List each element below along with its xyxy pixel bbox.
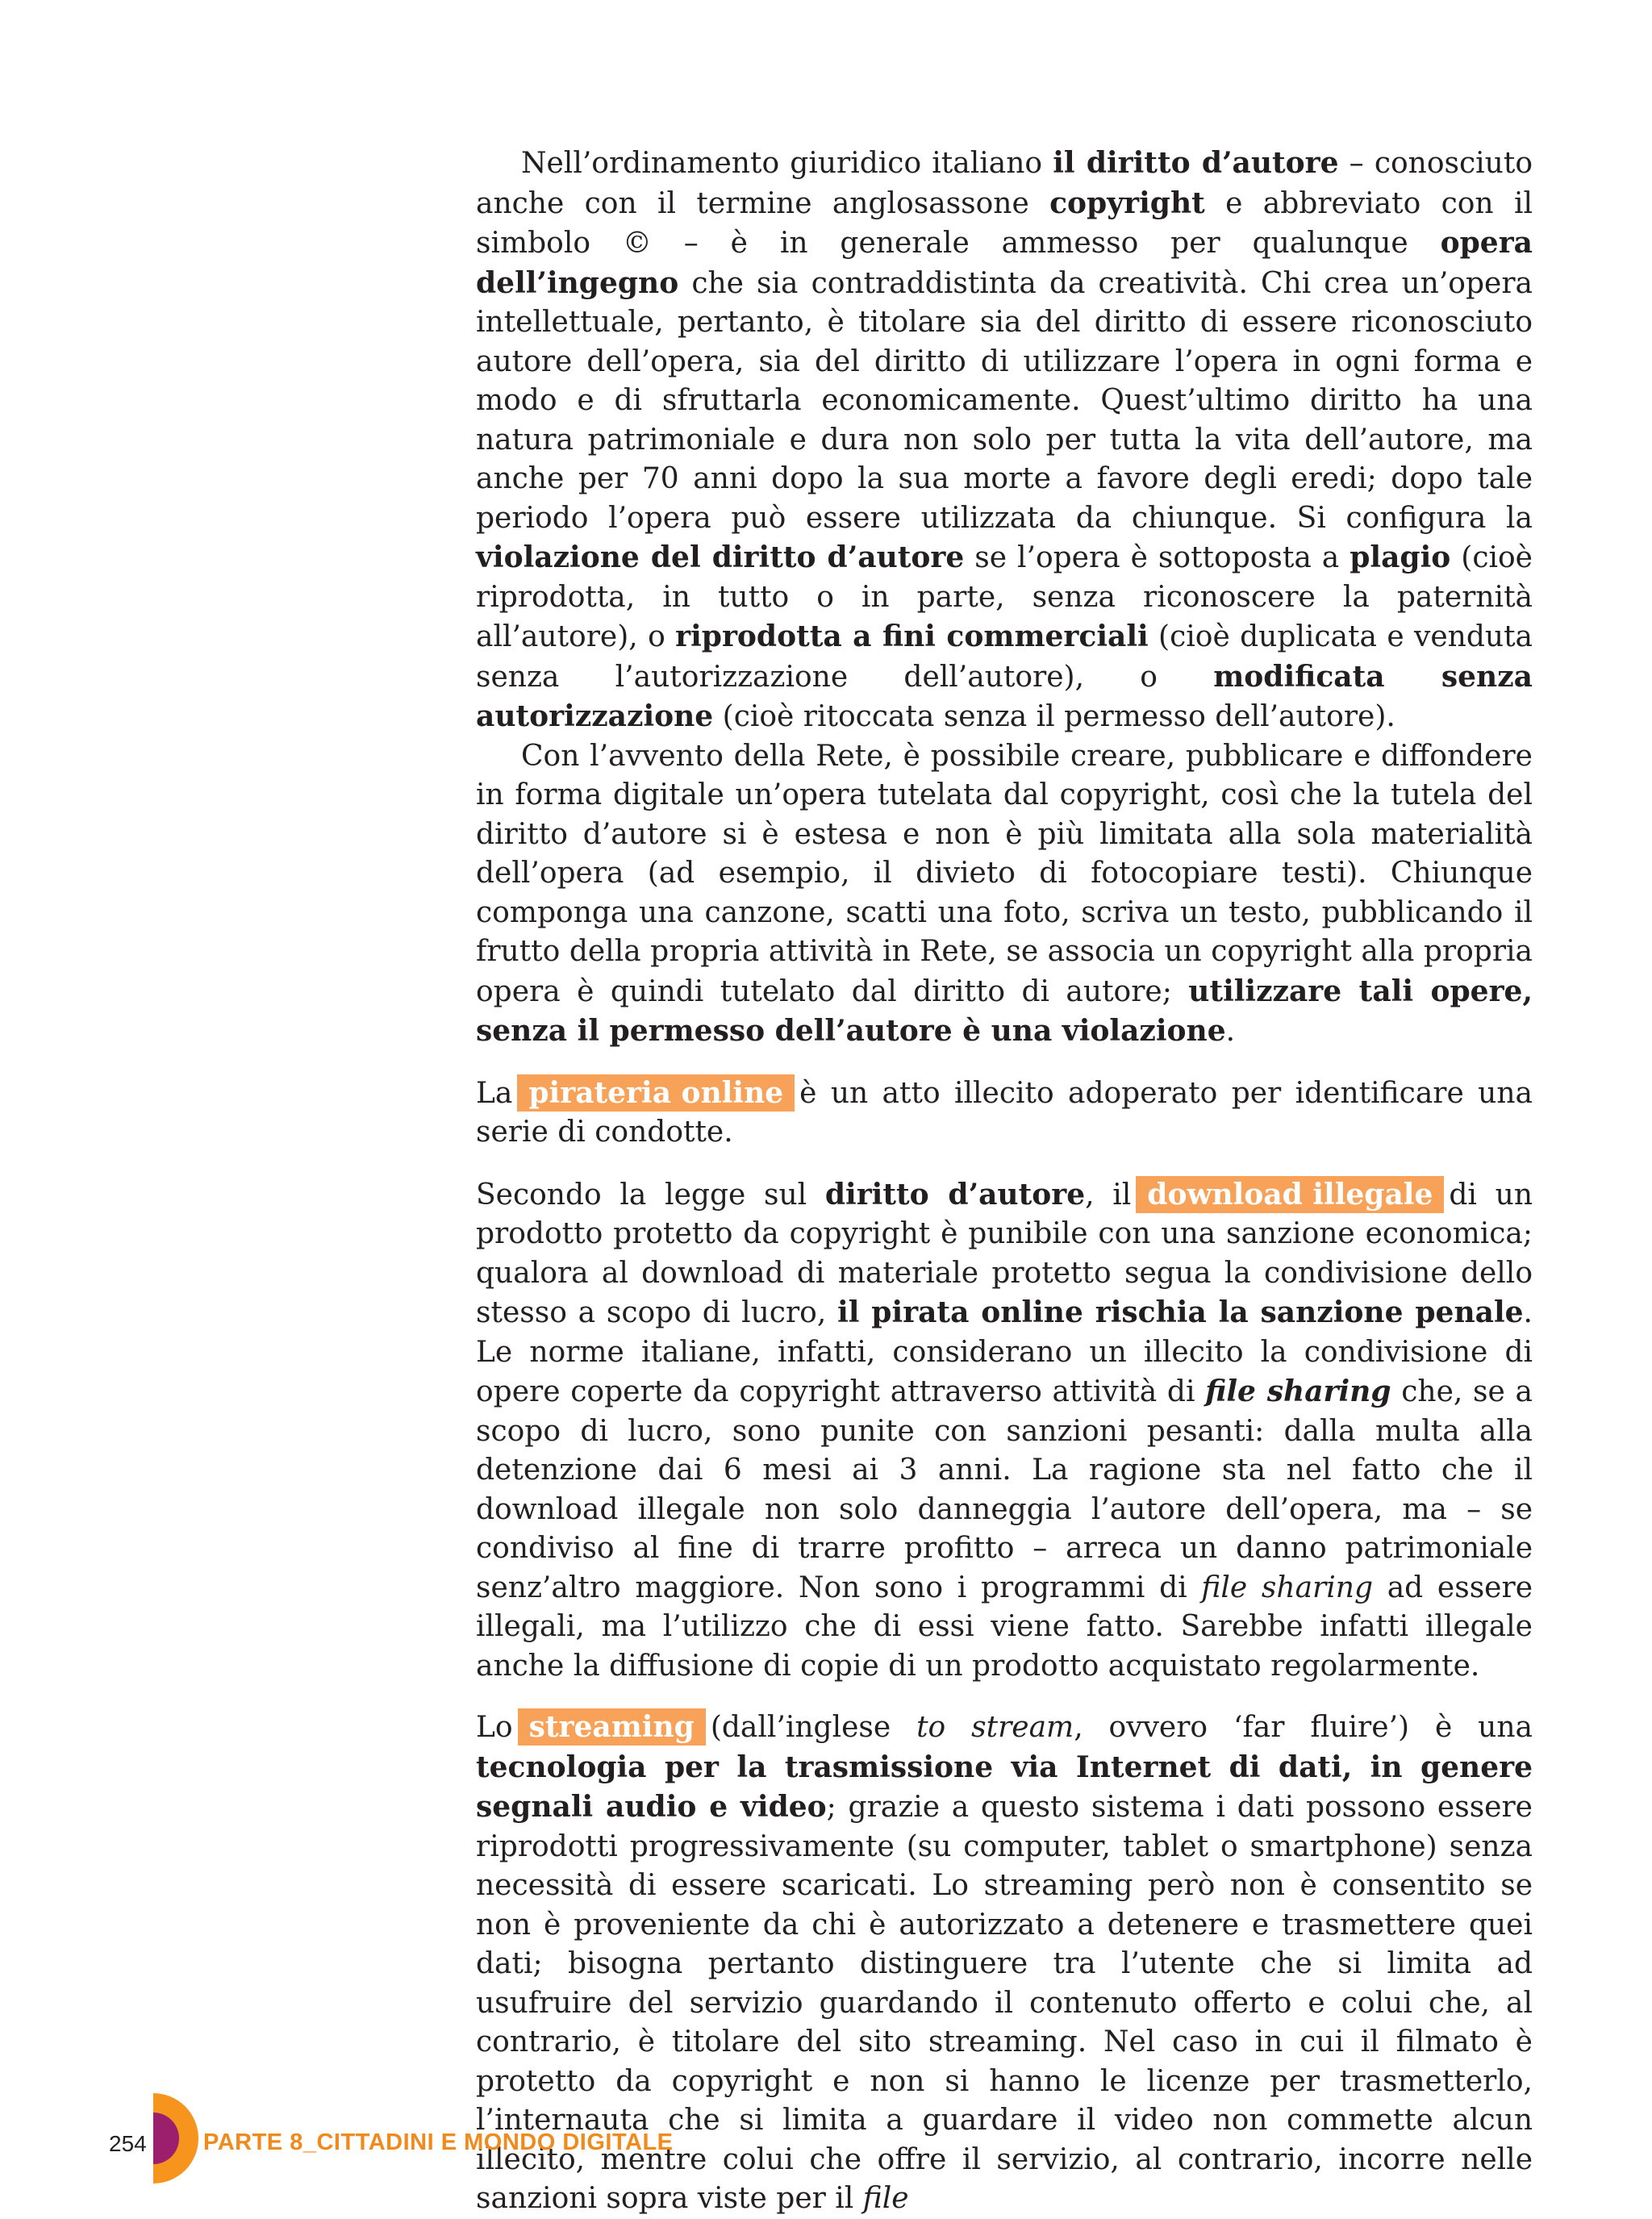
page-footer — [0, 2093, 1652, 2202]
highlight-term-download: download illegale — [1136, 1176, 1444, 1213]
text-run: , il — [1085, 1178, 1132, 1212]
text-run: e abbreviato con il simbolo © – è in generale ammesso per qualunque — [476, 186, 1533, 260]
page-number: 254 — [109, 2131, 147, 2156]
text-run: è un atto illecito adoperato per identificare una serie di condotte. — [476, 1076, 1533, 1149]
text-run: Con l’avvento della Rete, è possibile creare, pubblicare e diffondere in forma digitale un’opera tutelata dal copyright, così che la tutela del diritto d’autore si è estesa e non è più limitata alla sola materialità dell’opera (ad esempio, il divieto di fotocopiare testi). Chiunque componga una canzone, scatti una foto, scriva un testo, pubblicando il frutto della propria attività in Rete, se associa un copyright alla propria opera è quindi tutelato dal diritto di autore; — [476, 739, 1533, 1008]
bold-term: utilizzare tali opere, senza il permesso dell’autore è una violazione — [476, 974, 1533, 1048]
text-run: – conosciuto anche con il termine anglosassone — [476, 147, 1533, 220]
text-run: Lo — [476, 1711, 513, 1744]
paragraph-rete — [476, 737, 1533, 1052]
text-run: (cioè duplicata e venduta senza l’autorizzazione dell’autore), o — [476, 620, 1533, 694]
text-run: che sia contraddistinta da creatività. Chi crea un’opera intellettuale, pertanto, è titolare sia del diritto di essere riconosciuto autore dell’opera, sia del diritto di utilizzare l’opera in ogni forma e modo e di sfruttarla economicamente. Quest’ultimo diritto ha una natura patrimoniale e dura non solo per tutta la vita dell’autore, ma anche per 70 anni dopo la sua morte a favore degli eredi; dopo tale periodo l’opera può essere utilizzata da chiunque. Si configura la — [476, 266, 1533, 535]
bold-term: modificata senza autorizzazione — [476, 659, 1533, 733]
bold-term: diritto d’autore — [824, 1177, 1086, 1212]
bold-term: il pirata online rischia la sanzione penale — [837, 1295, 1524, 1329]
bold-term: violazione del diritto d’autore — [476, 540, 965, 574]
text-run: di un prodotto protetto da copyright è punibile con una sanzione economica; qualora al download di materiale protetto segua la condivisione dello stesso a scopo di lucro, — [476, 1178, 1533, 1329]
bold-term: copyright — [1049, 186, 1205, 220]
bold-term: plagio — [1350, 540, 1451, 574]
text-run: . Le norme italiane, infatti, considerano un illecito la condivisione di opere coperte da copyright attraverso attività di — [476, 1296, 1533, 1408]
text-run: (cioè ritoccata senza il permesso dell’autore). — [713, 700, 1395, 733]
bold-term: tecnologia per la trasmissione via Internet di dati, in genere segnali audio e video — [476, 1750, 1533, 1824]
text-run: (dall’inglese — [710, 1711, 917, 1744]
text-run: ; grazie a questo sistema i dati possono essere riprodotti progressivamente (su computer, tablet o smartphone) senza necessità di essere scaricati. Lo streaming però non è consentito se non è proveniente da chi è autorizzato a detenere e trasmettere quei dati; bisogna pertanto distinguere tra l’utente che si limita ad usufruire del servizio guardando il contenuto offerto e colui che, al contrario, è titolare del sito streaming. Nel caso in cui il filmato è protetto da copyright e non si hanno le licenze per trasmetterlo, l’internauta che si limita a guardare il video non commette alcun illecito, mentre colui che offre il servizio, al contrario, incorre nelle sanzioni sopra viste per il — [476, 1791, 1533, 2215]
text-run: ad essere illegali, ma l’utilizzo che di essi viene fatto. Sarebbe infatti illegale anche la diffusione di copie di un prodotto acquistato regolarmente. — [476, 1570, 1533, 1683]
paragraph-copyright-intro — [476, 144, 1533, 737]
italic-term: to stream — [916, 1711, 1074, 1744]
paragraph-pirateria — [476, 1074, 1533, 1153]
bold-term: il diritto d’autore — [1053, 146, 1339, 180]
text-run: Nell’ordinamento giuridico italiano — [521, 147, 1053, 180]
highlight-term-pirateria: pirateria online — [517, 1074, 795, 1112]
italic-term: file — [862, 2182, 909, 2215]
highlight-term-streaming: streaming — [518, 1708, 706, 1746]
bold-term: opera dell’ingegno — [476, 226, 1533, 300]
paragraph-download — [476, 1175, 1533, 1687]
bold-italic-term: file sharing — [1205, 1374, 1391, 1408]
chapter-tab-icon — [153, 2093, 198, 2184]
text-run: se l’opera è sottoposta a — [964, 541, 1350, 574]
page-body — [476, 144, 1533, 2219]
bold-term: riprodotta a fini commerciali — [675, 619, 1149, 653]
text-run: La — [476, 1076, 513, 1110]
text-run: , ovvero ‘far fluire’) è una — [1074, 1711, 1533, 1744]
text-run: . — [1225, 1015, 1236, 1048]
text-run: che, se a scopo di lucro, sono punite con sanzioni pesanti: dalla multa alla detenzione dai 6 mesi ai 3 anni. La ragione sta nel fatto che il download illegale non solo danneggia l’autore dell’opera, ma – se condiviso al fine di trarre profitto – arreca un danno patrimoniale senz’altro maggiore. Non sono i programmi di — [476, 1375, 1533, 1604]
text-run: (cioè riprodotta, in tutto o in parte, senza riconoscere la paternità all’autore), o — [476, 541, 1533, 653]
text-run: Secondo la legge sul — [476, 1178, 825, 1212]
part-label: PARTE 8_CITTADINI E MONDO DIGITALE — [203, 2129, 674, 2155]
italic-term: file sharing — [1201, 1570, 1373, 1604]
